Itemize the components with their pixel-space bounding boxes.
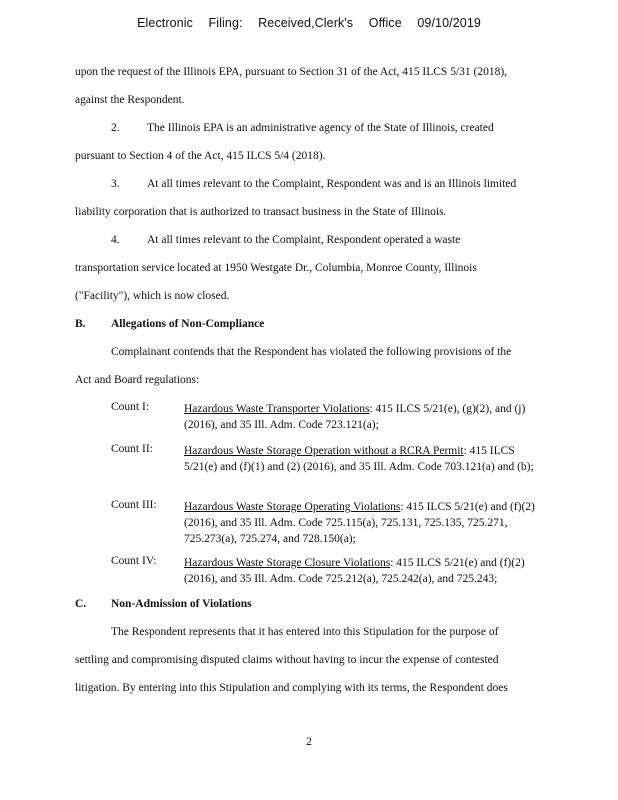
para2-line2: pursuant to Section 4 of the Act, 415 ILCS 5/4 (2018). — [75, 150, 326, 162]
count-4-title: Hazardous Waste Storage Closure Violations — [184, 557, 391, 569]
filing-header — [0, 16, 618, 30]
header-word-electronic: Electronic — [137, 16, 193, 30]
header-word-filing: Filing: — [208, 16, 243, 30]
section-c-title: Non-Admission of Violations — [111, 598, 252, 610]
header-word-office: Office — [368, 16, 402, 30]
count-2-title: Hazardous Waste Storage Operation without a RCRA Permit — [184, 445, 464, 457]
header-date: 09/10/2019 — [417, 16, 481, 30]
count-3-text: : 415 ILCS 5/21(e) and (f)(2) (2016), and 35 Ill. Adm. Code 725.115(a), 725.131, 725.135, 725.271, 725.273(a), 725.274, and 728.150(a); — [184, 501, 535, 545]
section-c-line3: litigation. By entering into this Stipulation and complying with its terms, the Respondent does — [75, 682, 508, 694]
count-4-description — [184, 555, 544, 587]
count-1-label: Count I: — [111, 401, 150, 413]
para0-line1: upon the request of the Illinois EPA, pursuant to Section 31 of the Act, 415 ILCS 5/31 (2018), — [75, 66, 508, 78]
section-b-line1: Complainant contends that the Respondent has violated the following provisions of the — [111, 346, 512, 358]
count-2-description — [184, 443, 544, 475]
para3-line2: liability corporation that is authorized to transact business in the State of Illinois. — [75, 206, 447, 218]
para4-line1: At all times relevant to the Complaint, Respondent operated a waste — [147, 234, 461, 246]
para3-number: 3. — [111, 178, 120, 190]
section-c-line1: The Respondent represents that it has entered into this Stipulation for the purpose of — [111, 626, 499, 638]
section-b-letter: B. — [75, 318, 86, 330]
para4-number: 4. — [111, 234, 120, 246]
para2-number: 2. — [111, 122, 120, 134]
section-b-line2: Act and Board regulations: — [75, 374, 200, 386]
count-2-text: : 415 ILCS 5/21(e) and (f)(1) and (2) (2016), and 35 Ill. Adm. Code 703.121(a) and (b); — [184, 445, 534, 473]
count-1-title: Hazardous Waste Transporter Violations — [184, 403, 370, 415]
para4-line3: ("Facility"), which is now closed. — [75, 290, 230, 302]
section-b-title: Allegations of Non-Compliance — [111, 318, 265, 330]
count-3-title: Hazardous Waste Storage Operating Violations — [184, 501, 401, 513]
count-2-label: Count II: — [111, 443, 153, 455]
page-number: 2 — [306, 736, 312, 748]
header-word-received: Received,Clerk's — [258, 16, 354, 30]
count-1-text: : 415 ILCS 5/21(e), (g)(2), and (j) (2016), and 35 Ill. Adm. Code 723.121(a); — [184, 403, 526, 431]
count-3-label: Count III: — [111, 499, 157, 511]
para4-line2: transportation service located at 1950 Westgate Dr., Columbia, Monroe County, Illinois — [75, 262, 477, 274]
section-c-letter: C. — [75, 598, 87, 610]
count-1-description — [184, 401, 544, 433]
count-4-label: Count IV: — [111, 555, 157, 567]
para2-line1: The Illinois EPA is an administrative agency of the State of Illinois, created — [147, 122, 494, 134]
count-3-description — [184, 499, 544, 547]
para0-line2: against the Respondent. — [75, 94, 185, 106]
para3-line1: At all times relevant to the Complaint, Respondent was and is an Illinois limited — [147, 178, 517, 190]
count-4-text: : 415 ILCS 5/21(e) and (f)(2) (2016), and 35 Ill. Adm. Code 725.212(a), 725.242(a), and 725.243; — [184, 557, 525, 585]
section-c-line2: settling and compromising disputed claims without having to incur the expense of contested — [75, 654, 499, 666]
